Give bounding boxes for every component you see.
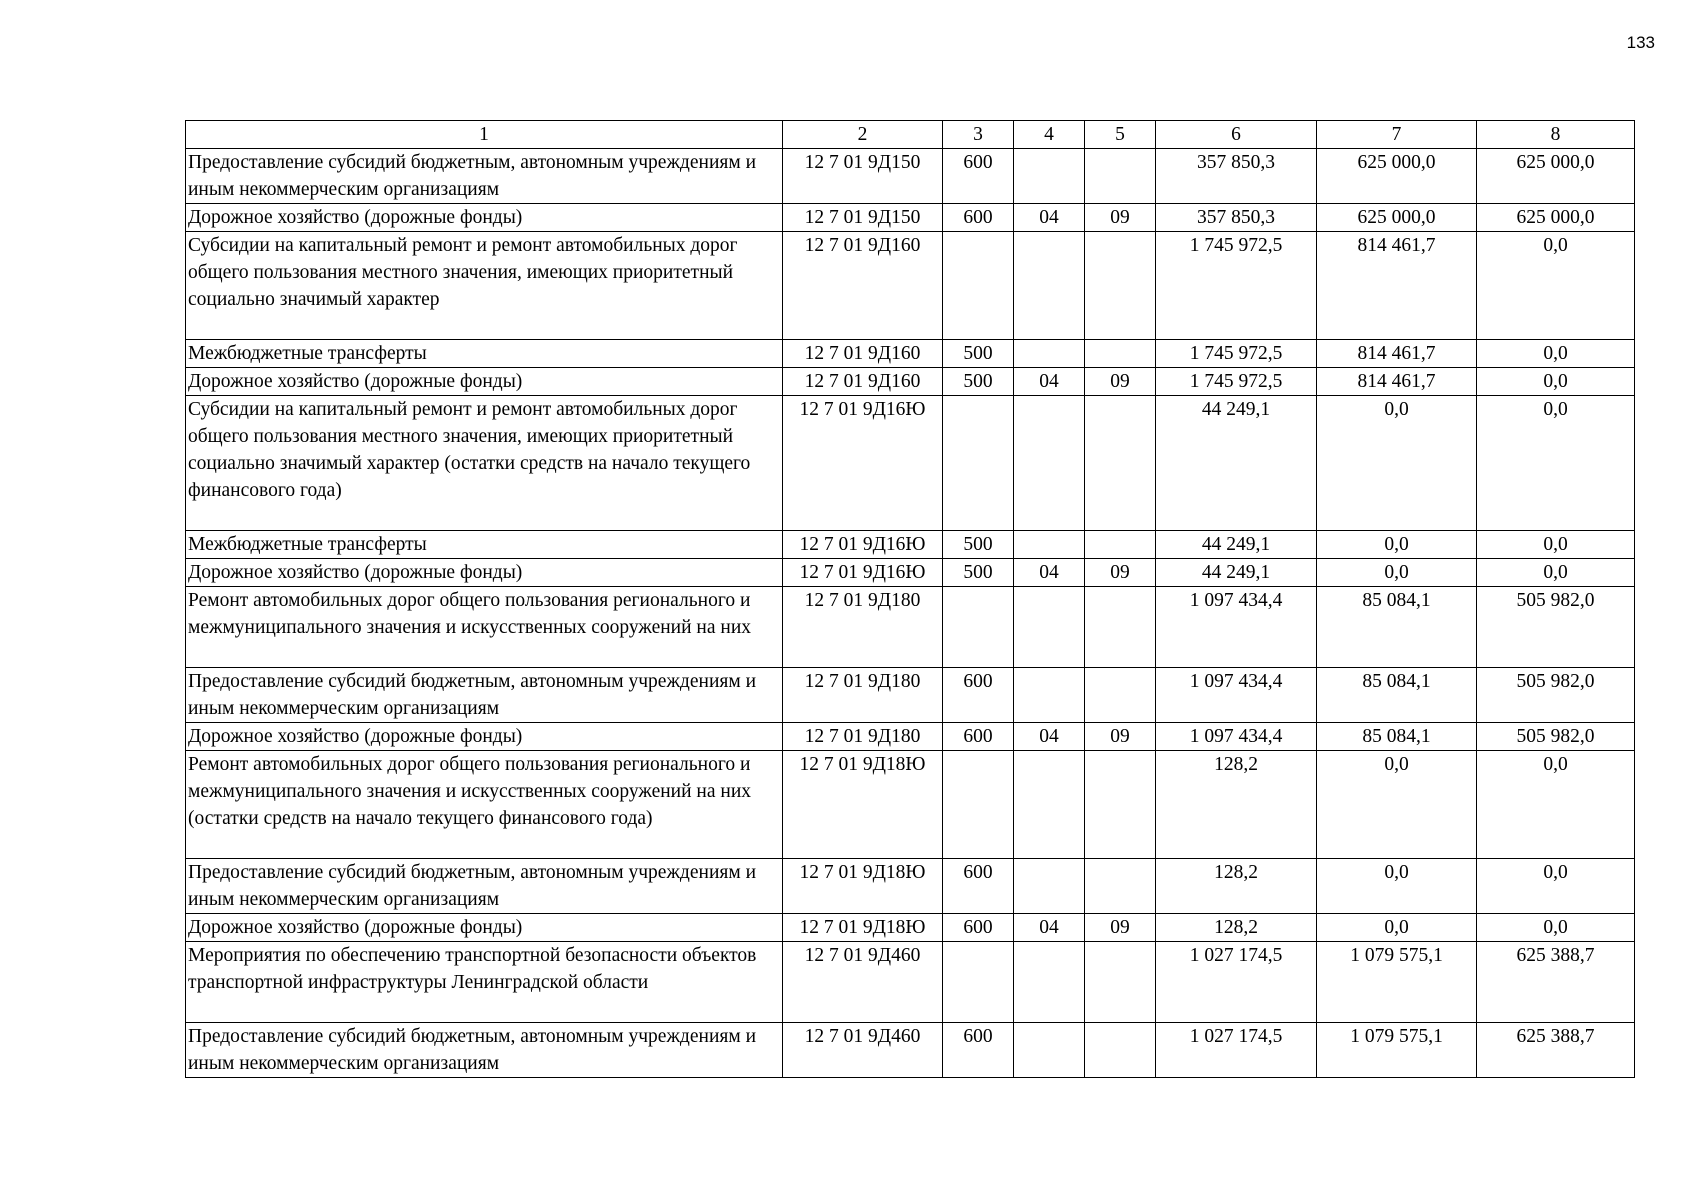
table-row <box>186 149 1635 204</box>
amount-col-7: 814 461,7 <box>1317 232 1477 340</box>
header-cell: 5 <box>1085 121 1156 149</box>
target-code: 12 7 01 9Д18Ю <box>783 751 943 859</box>
table-row <box>186 559 1635 587</box>
subsection <box>1085 531 1156 559</box>
amount-col-7: 0,0 <box>1317 559 1477 587</box>
target-code: 12 7 01 9Д18Ю <box>783 914 943 942</box>
table-row <box>186 751 1635 859</box>
table-row <box>186 368 1635 396</box>
amount-col-6: 44 249,1 <box>1156 531 1317 559</box>
table-row <box>186 232 1635 340</box>
budget-table <box>185 120 1635 1078</box>
row-name: Межбюджетные трансферты <box>186 531 783 559</box>
amount-col-7: 814 461,7 <box>1317 368 1477 396</box>
target-code: 12 7 01 9Д16Ю <box>783 559 943 587</box>
amount-col-7: 0,0 <box>1317 531 1477 559</box>
amount-col-6: 1 745 972,5 <box>1156 232 1317 340</box>
subsection <box>1085 751 1156 859</box>
row-name: Предоставление субсидий бюджетным, автономным учреждениям и иным некоммерческим организациям <box>186 1023 783 1078</box>
amount-col-8: 625 388,7 <box>1477 1023 1635 1078</box>
table-row <box>186 668 1635 723</box>
section <box>1014 1023 1085 1078</box>
amount-col-8: 505 982,0 <box>1477 668 1635 723</box>
section <box>1014 587 1085 668</box>
section <box>1014 396 1085 531</box>
row-name: Ремонт автомобильных дорог общего пользования регионального и межмуниципального значения и искусственных сооружений на них <box>186 587 783 668</box>
table-row <box>186 340 1635 368</box>
subsection: 09 <box>1085 914 1156 942</box>
table-row <box>186 396 1635 531</box>
subsection <box>1085 859 1156 914</box>
row-name: Дорожное хозяйство (дорожные фонды) <box>186 204 783 232</box>
amount-col-6: 1 097 434,4 <box>1156 723 1317 751</box>
header-row <box>186 121 1635 149</box>
section <box>1014 149 1085 204</box>
target-code: 12 7 01 9Д160 <box>783 368 943 396</box>
expense-type: 600 <box>943 1023 1014 1078</box>
amount-col-7: 625 000,0 <box>1317 204 1477 232</box>
section <box>1014 232 1085 340</box>
amount-col-6: 128,2 <box>1156 751 1317 859</box>
subsection: 09 <box>1085 204 1156 232</box>
amount-col-8: 0,0 <box>1477 340 1635 368</box>
page-number: 133 <box>1626 33 1655 52</box>
amount-col-7: 625 000,0 <box>1317 149 1477 204</box>
row-name: Субсидии на капитальный ремонт и ремонт автомобильных дорог общего пользования местного значения, имеющих приоритетный социально значимый характер <box>186 232 783 340</box>
target-code: 12 7 01 9Д150 <box>783 149 943 204</box>
target-code: 12 7 01 9Д460 <box>783 1023 943 1078</box>
subsection <box>1085 340 1156 368</box>
amount-col-6: 1 027 174,5 <box>1156 1023 1317 1078</box>
amount-col-7: 85 084,1 <box>1317 668 1477 723</box>
amount-col-8: 505 982,0 <box>1477 723 1635 751</box>
target-code: 12 7 01 9Д180 <box>783 587 943 668</box>
table-row <box>186 587 1635 668</box>
row-name: Предоставление субсидий бюджетным, автономным учреждениям и иным некоммерческим организациям <box>186 668 783 723</box>
section <box>1014 859 1085 914</box>
amount-col-7: 814 461,7 <box>1317 340 1477 368</box>
amount-col-7: 1 079 575,1 <box>1317 1023 1477 1078</box>
amount-col-7: 1 079 575,1 <box>1317 942 1477 1023</box>
amount-col-7: 0,0 <box>1317 751 1477 859</box>
row-name: Мероприятия по обеспечению транспортной безопасности объектов транспортной инфраструктуры Ленинградской области <box>186 942 783 1023</box>
expense-type: 600 <box>943 668 1014 723</box>
target-code: 12 7 01 9Д16Ю <box>783 396 943 531</box>
row-name: Дорожное хозяйство (дорожные фонды) <box>186 914 783 942</box>
row-name: Дорожное хозяйство (дорожные фонды) <box>186 559 783 587</box>
subsection <box>1085 232 1156 340</box>
amount-col-7: 0,0 <box>1317 396 1477 531</box>
section <box>1014 942 1085 1023</box>
section: 04 <box>1014 914 1085 942</box>
target-code: 12 7 01 9Д460 <box>783 942 943 1023</box>
amount-col-8: 625 388,7 <box>1477 942 1635 1023</box>
row-name: Дорожное хозяйство (дорожные фонды) <box>186 723 783 751</box>
header-cell: 1 <box>186 121 783 149</box>
amount-col-7: 0,0 <box>1317 859 1477 914</box>
amount-col-8: 0,0 <box>1477 859 1635 914</box>
expense-type <box>943 396 1014 531</box>
expense-type: 500 <box>943 531 1014 559</box>
row-name: Предоставление субсидий бюджетным, автономным учреждениям и иным некоммерческим организациям <box>186 149 783 204</box>
expense-type <box>943 587 1014 668</box>
section: 04 <box>1014 368 1085 396</box>
target-code: 12 7 01 9Д16Ю <box>783 531 943 559</box>
section <box>1014 751 1085 859</box>
amount-col-6: 44 249,1 <box>1156 559 1317 587</box>
row-name: Предоставление субсидий бюджетным, автономным учреждениям и иным некоммерческим организациям <box>186 859 783 914</box>
section <box>1014 340 1085 368</box>
expense-type: 600 <box>943 723 1014 751</box>
expense-type <box>943 942 1014 1023</box>
amount-col-8: 0,0 <box>1477 914 1635 942</box>
subsection: 09 <box>1085 723 1156 751</box>
header-cell: 7 <box>1317 121 1477 149</box>
amount-col-6: 128,2 <box>1156 859 1317 914</box>
expense-type: 600 <box>943 204 1014 232</box>
target-code: 12 7 01 9Д180 <box>783 668 943 723</box>
table-row <box>186 1023 1635 1078</box>
table-row <box>186 942 1635 1023</box>
section: 04 <box>1014 723 1085 751</box>
row-name: Ремонт автомобильных дорог общего пользования регионального и межмуниципального значения и искусственных сооружений на них (остатки средств на начало текущего финансового года) <box>186 751 783 859</box>
subsection: 09 <box>1085 559 1156 587</box>
amount-col-8: 625 000,0 <box>1477 149 1635 204</box>
amount-col-7: 85 084,1 <box>1317 587 1477 668</box>
table-row <box>186 204 1635 232</box>
amount-col-6: 1 097 434,4 <box>1156 587 1317 668</box>
target-code: 12 7 01 9Д160 <box>783 340 943 368</box>
expense-type: 600 <box>943 859 1014 914</box>
row-name: Межбюджетные трансферты <box>186 340 783 368</box>
table-body <box>186 149 1635 1078</box>
subsection <box>1085 587 1156 668</box>
amount-col-6: 128,2 <box>1156 914 1317 942</box>
amount-col-6: 1 745 972,5 <box>1156 368 1317 396</box>
table-row <box>186 531 1635 559</box>
amount-col-8: 0,0 <box>1477 368 1635 396</box>
amount-col-6: 357 850,3 <box>1156 204 1317 232</box>
amount-col-6: 44 249,1 <box>1156 396 1317 531</box>
amount-col-7: 0,0 <box>1317 914 1477 942</box>
amount-col-8: 0,0 <box>1477 396 1635 531</box>
table-row <box>186 914 1635 942</box>
target-code: 12 7 01 9Д180 <box>783 723 943 751</box>
expense-type: 500 <box>943 368 1014 396</box>
section <box>1014 531 1085 559</box>
section: 04 <box>1014 204 1085 232</box>
subsection <box>1085 942 1156 1023</box>
target-code: 12 7 01 9Д150 <box>783 204 943 232</box>
header-cell: 2 <box>783 121 943 149</box>
table-row <box>186 723 1635 751</box>
amount-col-8: 0,0 <box>1477 559 1635 587</box>
amount-col-8: 0,0 <box>1477 531 1635 559</box>
amount-col-6: 357 850,3 <box>1156 149 1317 204</box>
table-row <box>186 859 1635 914</box>
subsection <box>1085 1023 1156 1078</box>
subsection <box>1085 396 1156 531</box>
header-cell: 3 <box>943 121 1014 149</box>
expense-type: 500 <box>943 559 1014 587</box>
header-cell: 8 <box>1477 121 1635 149</box>
section: 04 <box>1014 559 1085 587</box>
section <box>1014 668 1085 723</box>
header-cell: 4 <box>1014 121 1085 149</box>
amount-col-8: 505 982,0 <box>1477 587 1635 668</box>
amount-col-8: 0,0 <box>1477 751 1635 859</box>
amount-col-8: 0,0 <box>1477 232 1635 340</box>
amount-col-6: 1 027 174,5 <box>1156 942 1317 1023</box>
header-cell: 6 <box>1156 121 1317 149</box>
subsection <box>1085 668 1156 723</box>
amount-col-6: 1 745 972,5 <box>1156 340 1317 368</box>
expense-type <box>943 232 1014 340</box>
expense-type: 600 <box>943 149 1014 204</box>
expense-type: 500 <box>943 340 1014 368</box>
amount-col-7: 85 084,1 <box>1317 723 1477 751</box>
target-code: 12 7 01 9Д18Ю <box>783 859 943 914</box>
subsection <box>1085 149 1156 204</box>
row-name: Субсидии на капитальный ремонт и ремонт автомобильных дорог общего пользования местного значения, имеющих приоритетный социально значимый характер (остатки средств на начало текущего финансового года) <box>186 396 783 531</box>
expense-type <box>943 751 1014 859</box>
subsection: 09 <box>1085 368 1156 396</box>
expense-type: 600 <box>943 914 1014 942</box>
target-code: 12 7 01 9Д160 <box>783 232 943 340</box>
amount-col-8: 625 000,0 <box>1477 204 1635 232</box>
amount-col-6: 1 097 434,4 <box>1156 668 1317 723</box>
row-name: Дорожное хозяйство (дорожные фонды) <box>186 368 783 396</box>
